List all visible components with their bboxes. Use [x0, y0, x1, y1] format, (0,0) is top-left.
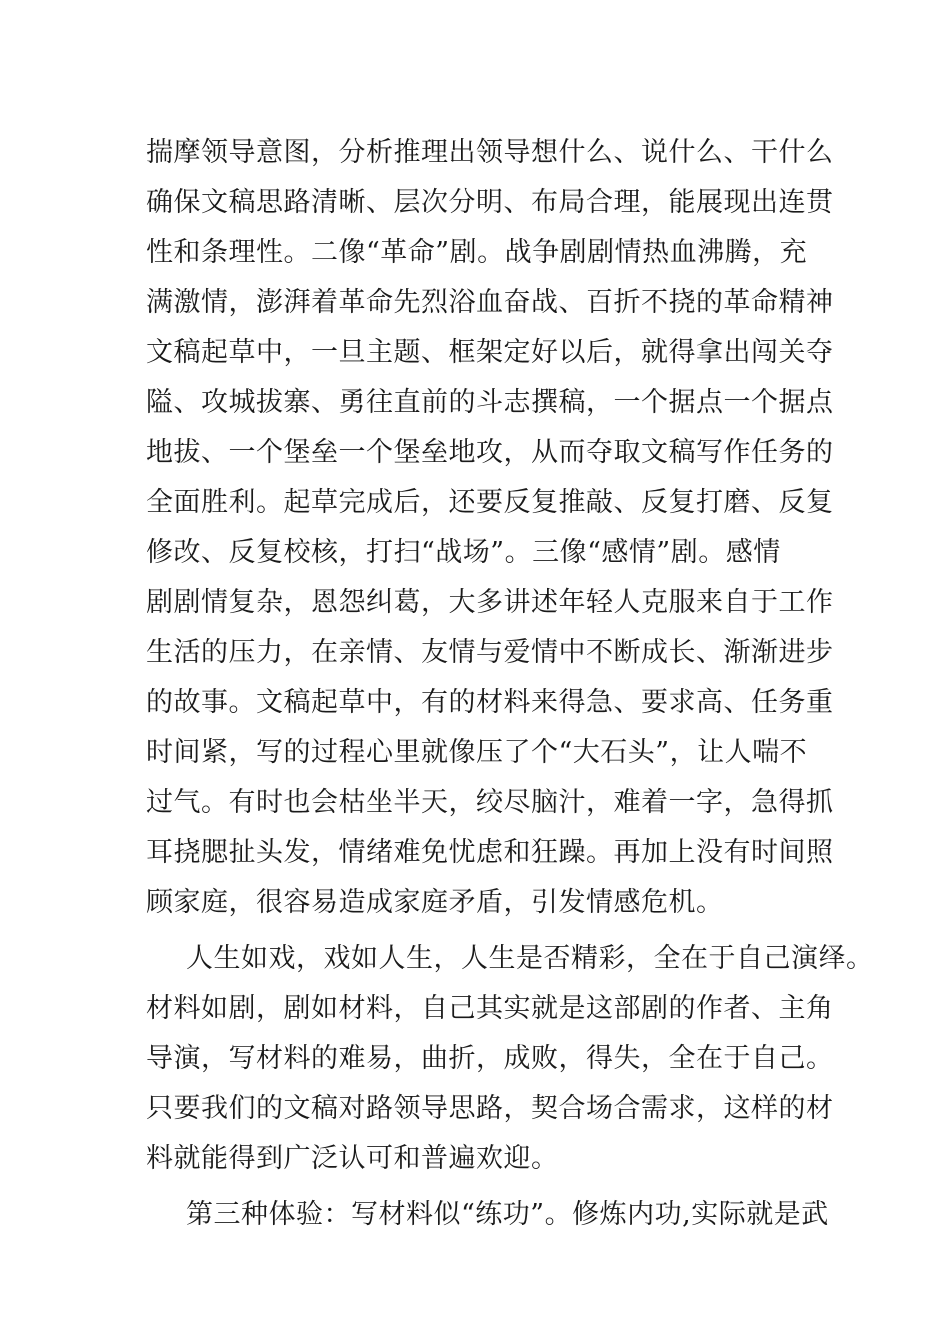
- text-line: 剧剧情复杂，恩怨纠葛，大多讲述年轻人克服来自于工作: [146, 587, 834, 618]
- text-line: 时间紧，写的过程心里就像压了个“大石头”，让人喘不: [146, 737, 808, 768]
- text-line: 满激情，澎湃着革命先烈浴血奋战、百折不挠的革命精神: [146, 287, 834, 318]
- text-line: 料就能得到广泛认可和普遍欢迎。: [146, 1143, 559, 1174]
- text-line: 的故事。文稿起草中，有的材料来得急、要求高、任务重: [146, 687, 834, 718]
- paragraph-third-experience: [146, 1190, 829, 1240]
- text-line: 顾家庭，很容易造成家庭矛盾，引发情感危机。: [146, 887, 724, 918]
- text-line: 隘、攻城拔寨、勇往直前的斗志撰稿，一个据点一个据点: [146, 387, 834, 418]
- text-line: 确保文稿思路清晰、层次分明、布局合理，能展现出连贯: [146, 187, 834, 218]
- text-line: 文稿起草中，一旦主题、框架定好以后，就得拿出闯关夺: [146, 337, 834, 368]
- paragraph-life-as-drama: [146, 934, 874, 1184]
- paragraph-continued: [146, 128, 834, 928]
- text-line: 过气。有时也会枯坐半天，绞尽脑汁，难着一字，急得抓: [146, 787, 834, 818]
- text-line: 生活的压力，在亲情、友情与爱情中不断成长、渐渐进步: [146, 637, 834, 668]
- text-line: 只要我们的文稿对路领导思路，契合场合需求，这样的材: [146, 1093, 834, 1124]
- text-line: 全面胜利。起草完成后，还要反复推敲、反复打磨、反复: [146, 487, 834, 518]
- text-line: 性和条理性。二像“革命”剧。战争剧剧情热血沸腾，充: [146, 237, 808, 268]
- document-body: [146, 128, 874, 1240]
- text-line: 第三种体验：写材料似“练功”。修炼内功,实际就是武: [186, 1199, 829, 1230]
- text-line: 材料如剧，剧如材料，自己其实就是这部剧的作者、主角: [146, 993, 834, 1024]
- text-line: 导演，写材料的难易，曲折，成败，得失，全在于自己。: [146, 1043, 834, 1074]
- text-line: 地拔、一个堡垒一个堡垒地攻，从而夺取文稿写作任务的: [146, 437, 834, 468]
- text-line: 人生如戏，戏如人生，人生是否精彩，全在于自己演绎。: [186, 943, 874, 974]
- text-line: 揣摩领导意图，分析推理出领导想什么、说什么、干什么: [146, 137, 834, 168]
- text-line: 耳挠腮扯头发，情绪难免忧虑和狂躁。再加上没有时间照: [146, 837, 834, 868]
- text-line: 修改、反复校核，打扫“战场”。三像“感情”剧。感情: [146, 537, 781, 568]
